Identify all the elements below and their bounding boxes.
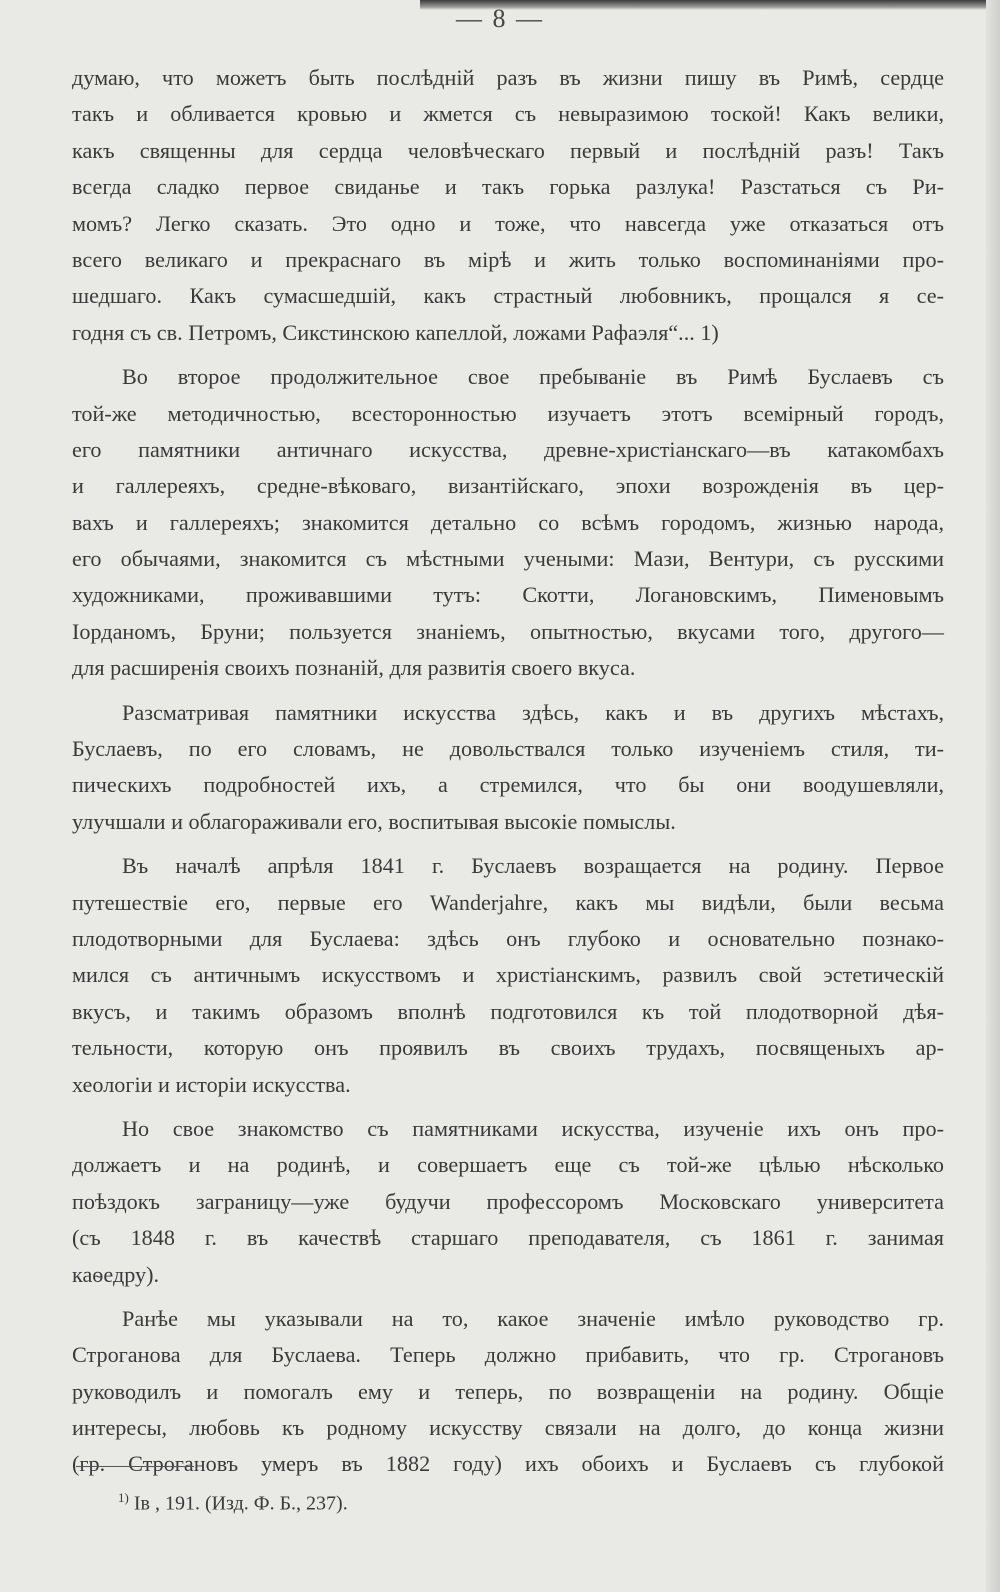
text-line: его обычаями, знакомится съ мѣстными учеными: Мази, Вентури, съ русскими: [72, 546, 944, 572]
text-line: пическихъ подробностей ихъ, а стремился, что бы они воодушевляли,: [72, 772, 944, 798]
text-line: (гр. Строгановъ умеръ въ 1882 году) ихъ обоихъ и Буслаевъ съ глубокой: [72, 1451, 944, 1477]
text-line: Строганова для Буслаева. Теперь должно прибавить, что гр. Строгановъ: [72, 1342, 944, 1368]
text-line: той-же методичностью, всесторонностью изучаетъ этотъ всемірный городъ,: [72, 400, 944, 426]
text-line: вкусъ, и такимъ образомъ вполнѣ подготовился къ той плодотворной дѣя-: [72, 998, 944, 1024]
text-line: такъ и обливается кровью и жмется съ невыразимою тоской! Какъ велики,: [72, 101, 944, 127]
text-line: поѣздокъ заграницу—уже будучи профессоромъ Московскаго университета: [72, 1188, 944, 1214]
text-line: думаю, что можетъ быть послѣдній разъ въ жизни пишу въ Римѣ, сердце: [72, 65, 944, 90]
text-line: всегда сладко первое свиданье и такъ горька разлука! Разстаться съ Ри-: [72, 174, 944, 200]
text-line: вахъ и галлереяхъ; знакомится детально со всѣмъ городомъ, жизнью народа,: [72, 509, 944, 535]
page-number: — 8 —: [456, 4, 544, 33]
text-line: путешествіе его, первые его Wanderjahre, какъ мы видѣли, были весьма: [72, 889, 944, 915]
text-line: художниками, проживавшими тутъ: Скотти, Логановскимъ, Пименовымъ: [72, 582, 944, 608]
paragraph: [72, 359, 944, 687]
paragraph: [72, 1111, 944, 1293]
text-line: его памятники античнаго искусства, древне-христіанскаго—въ катакомбахъ: [72, 436, 944, 462]
footnote-text: Ів , 191. (Изд. Ф. Б., 237).: [128, 1492, 348, 1515]
text-line: Іорданомъ, Бруни; пользуется знаніемъ, опытностью, вкусами того, другого—: [72, 618, 944, 644]
text-line: должаетъ и на родинѣ, и совершаетъ еще съ той-же цѣлью нѣсколько: [72, 1152, 944, 1178]
text-line: интересы, любовь къ родному искусству связали на долго, до конца жизни: [72, 1415, 944, 1441]
text-line: Буслаевъ, по его словамъ, не довольствался только изученіемъ стиля, ти-: [72, 736, 944, 762]
footnote-divider: [76, 1466, 194, 1467]
text-line: всего великаго и прекраснаго въ мірѣ и жить только воспоминаніями про-: [72, 246, 944, 272]
text-line: и галлереяхъ, средне-вѣковаго, византійскаго, эпохи возрожденія въ цер-: [72, 473, 944, 499]
text-line: тельности, которую онъ проявилъ въ своихъ трудахъ, посвященыхъ ар-: [72, 1035, 944, 1061]
text-line: плодотворными для Буслаева: здѣсь онъ глубоко и основательно познако-: [72, 925, 944, 951]
text-line: Ранѣе мы указывали на то, какое значеніе имѣло руководство гр.: [122, 1305, 944, 1331]
text-line: руководилъ и помогалъ ему и теперь, по возвращеніи на родину. Общіе: [72, 1378, 944, 1404]
text-line: Во второе продолжительное свое пребываніе въ Римѣ Буслаевъ съ: [122, 364, 944, 390]
footnote-marker: 1): [118, 1490, 129, 1505]
text-line: мился съ античнымъ искусствомъ и христіанскимъ, развилъ свой эстетическій: [72, 962, 944, 988]
page-right-edge: [986, 0, 1000, 1592]
paragraph: [72, 60, 944, 351]
text-line: хеологіи и исторіи искусства.: [72, 1071, 351, 1097]
text-line: шедшаго. Какъ сумасшедшій, какъ страстный любовникъ, прощался я се-: [72, 283, 944, 309]
text-line: Разсматривая памятники искусства здѣсь, какъ и въ другихъ мѣстахъ,: [122, 699, 944, 725]
text-line: Но свое знакомство съ памятниками искусства, изученіе ихъ онъ про-: [122, 1115, 944, 1141]
text-line: годня съ св. Петромъ, Сикстинскою капеллой, ложами Рафаэля“... 1): [72, 319, 719, 345]
text-line: (съ 1848 г. въ качествѣ старшаго преподавателя, съ 1861 г. занимая: [72, 1225, 944, 1251]
text-line: какъ священны для сердца человѣческаго первый и послѣдній разъ! Такъ: [72, 137, 944, 163]
text-line: Въ началѣ апрѣля 1841 г. Буслаевъ возращается на родину. Первое: [122, 853, 944, 879]
footnote: [118, 1490, 348, 1516]
text-line: каѳедру).: [72, 1261, 160, 1287]
paragraph: [72, 1301, 944, 1483]
text-line: улучшали и облагораживали его, воспитывая высокіе помыслы.: [72, 808, 676, 834]
paragraph: [72, 848, 944, 1103]
text-line: момъ? Легко сказать. Это одно и тоже, что навсегда уже отказаться отъ: [72, 210, 944, 236]
text-line: для расширенія своихъ познаній, для развитія своего вкуса.: [72, 655, 636, 681]
body-text: [72, 60, 944, 1483]
paragraph: [72, 695, 944, 841]
